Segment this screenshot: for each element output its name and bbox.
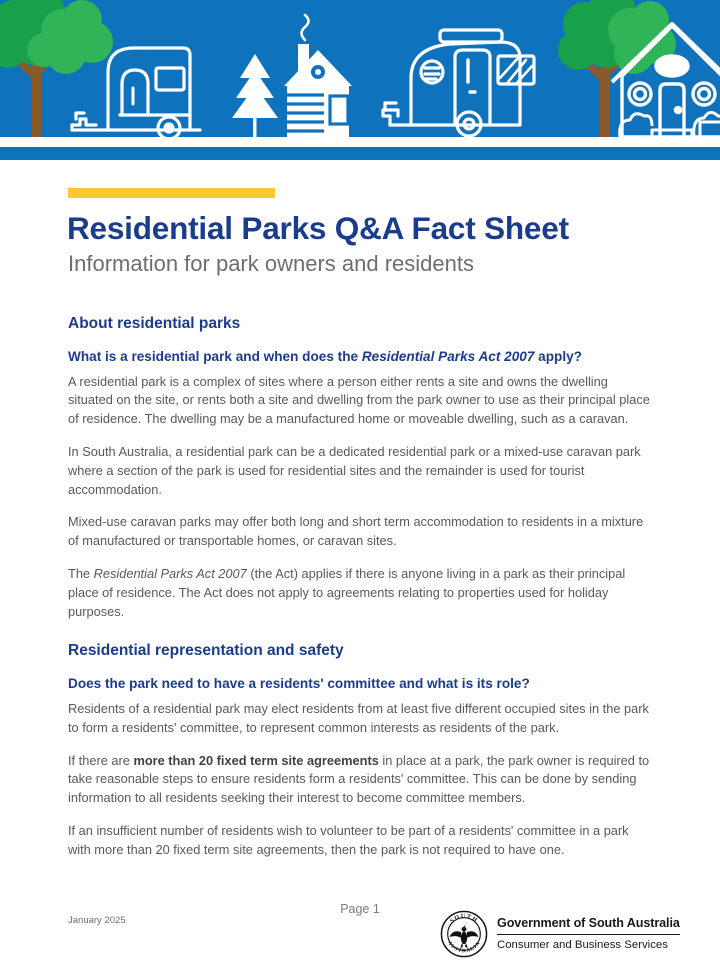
title-accent-bar <box>68 188 275 198</box>
paragraph: If an insufficient number of residents wish to volunteer to be part of a residents' committee in a park with more than 20 fixed term site agreements, then the park is not required to have one. <box>68 822 629 857</box>
banner-bottom-bar <box>0 147 720 160</box>
page-subtitle: Information for park owners and residents <box>68 251 474 276</box>
camper-van-icon <box>383 30 534 136</box>
tree-icon <box>0 0 113 137</box>
piping-shrike-crest-icon <box>440 910 488 958</box>
paragraph-text-after: (the Act) applies if there is anyone living in a park as their principal place of residence. The Act does not apply to agreements relating to properties used for holiday purposes. <box>68 565 626 619</box>
paragraph: Residents of a residential park may elect residents from at least five different occupied sites in the park to form a residents' committee, to represent common interests as residents of the park. <box>68 700 649 735</box>
logo-government-line: Government of South Australia <box>497 915 680 930</box>
section-heading-representation: Residential representation and safety <box>68 642 344 660</box>
sa-government-logo <box>440 906 680 962</box>
act-name-italic: Residential Parks Act 2007 <box>361 348 535 364</box>
banner-ground-line <box>0 137 720 147</box>
emphasis-text: more than 20 fixed term site agreements <box>133 752 379 768</box>
paragraph-fixed-term-agreements <box>68 752 652 808</box>
logo-divider <box>497 934 680 936</box>
banner-illustration <box>0 0 720 137</box>
paragraph: In South Australia, a residential park can be a dedicated residential park or a mixed-use caravan park where a section of the park is used for residential sites and the remainder is used for tourist accommodation. <box>68 443 641 497</box>
question-text-before: What is a residential park and when does the <box>68 348 362 364</box>
paragraph: Mixed-use caravan parks may offer both long and short term accommodation to residents in a mixture of manufactured or transportable homes, or caravan sites. <box>68 514 644 549</box>
page-title: Residential Parks Q&A Fact Sheet <box>67 210 569 246</box>
question-what-is-residential-park <box>68 349 652 366</box>
svg-text:SOUTH: SOUTH <box>449 913 479 925</box>
header-banner <box>0 0 720 160</box>
cabin-icon <box>284 15 352 137</box>
svg-text:AUSTRALIA: AUSTRALIA <box>446 940 482 955</box>
paragraph-text-before: The <box>68 565 94 581</box>
logo-text-block <box>497 916 680 952</box>
logo-department-line: Consumer and Business Services <box>497 938 668 951</box>
paragraph-act-applies <box>68 565 652 621</box>
paragraph-text-before: If there are <box>68 752 134 768</box>
footer-date: January 2025 <box>68 915 126 926</box>
footer-page-number: Page 1 <box>340 902 380 916</box>
section-heading-about: About residential parks <box>68 315 241 332</box>
act-name-italic: Residential Parks Act 2007 <box>93 565 247 581</box>
paragraph: A residential park is a complex of sites where a person either rents a site and owns the dwelling situated on the site, or rents both a site and dwelling from the park owner to use as their principal place of residence. The dwelling may be a manufactured home or moveable dwelling, such as a caravan. <box>68 373 650 427</box>
question-residents-committee: Does the park need to have a residents' committee and what is its role? <box>68 675 530 691</box>
paragraph-text-after: in place at a park, the park owner is required to take reasonable steps to ensure residents form a residents' committee. This can be done by sending information to all residents seeking their interest to become committee members. <box>68 752 650 806</box>
document-body <box>68 315 652 860</box>
pine-tree-icon <box>232 54 278 137</box>
question-text-after: apply? <box>534 348 582 364</box>
